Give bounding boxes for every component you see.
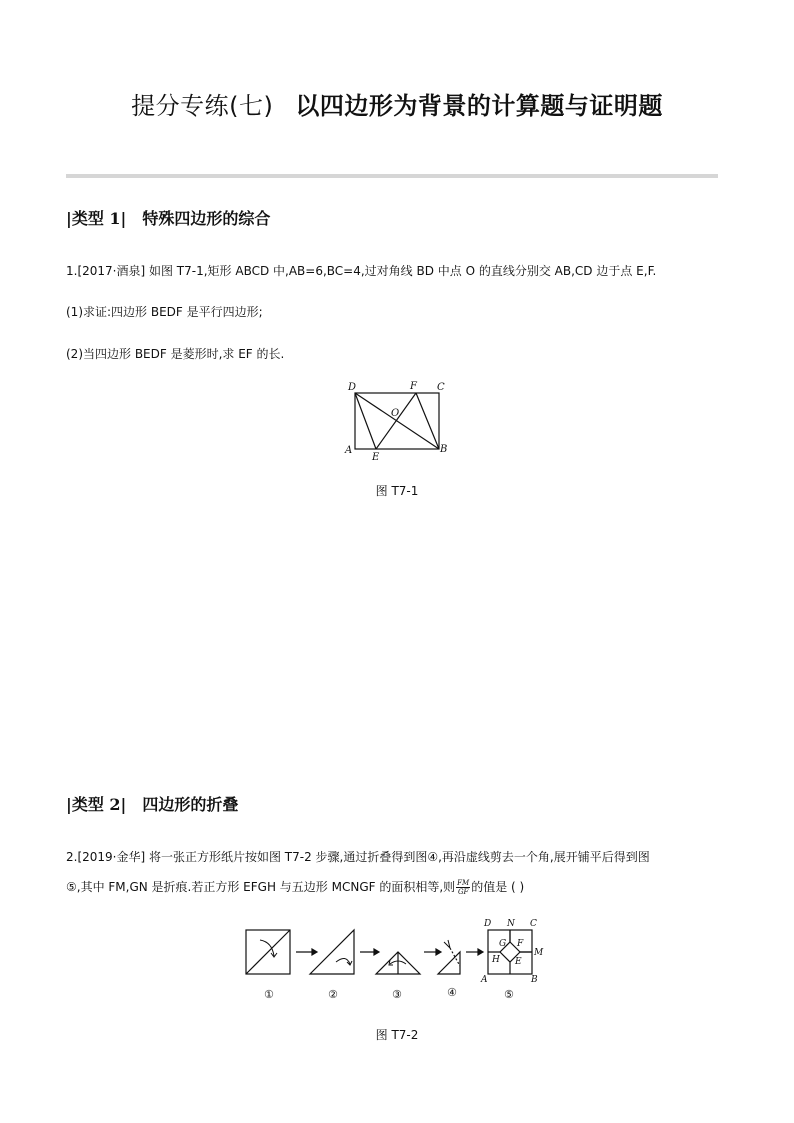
segment-ef [376, 393, 416, 449]
step5-label-a: A [481, 975, 488, 985]
title-main: 以四边形为背景的计算题与证明题 [295, 92, 663, 120]
section-name-2: 四边形的折叠 [142, 795, 239, 814]
figure-t7-2 [236, 912, 566, 1004]
arrow-1-2-head [312, 949, 317, 955]
scissors-icon [444, 940, 450, 948]
step5-label-g: G [499, 939, 507, 949]
step5-label-h: H [492, 955, 500, 965]
arrow-4-5-head [478, 949, 483, 955]
problem2-stem: 2.[2019·金华] 将一张正方形纸片按如图 T7-2 步骤,通过折叠得到图④,再沿虚线剪去一个角,展开铺平后得到图 [66, 850, 650, 864]
step5-label-m: M [534, 948, 544, 958]
problem2-stem-continued [66, 878, 524, 896]
step-label-5: ⑤ [504, 988, 514, 1001]
step5-label-e: E [515, 957, 522, 967]
problem1-stem: 1.[2017·酒泉] 如图 T7-1,矩形 ABCD 中,AB=6,BC=4,过对角线 BD 中点 O 的直线分别交 AB,CD 边于点 E,F. [66, 264, 657, 278]
page-title [0, 86, 794, 121]
step5-label-b: B [531, 975, 538, 985]
step5-label-n: N [507, 919, 515, 929]
title-prefix: 提分专练(七) [131, 92, 274, 120]
step5-label-c: C [530, 919, 537, 929]
problem1-part2: (2)当四边形 BEDF 是菱形时,求 EF 的长. [66, 347, 285, 361]
section-tag-2: |类型 2| [66, 795, 127, 814]
label-c: C [437, 382, 445, 393]
step5-label-f: F [517, 939, 524, 949]
ratio-fraction [456, 879, 470, 896]
problem2-text-after-fraction: 的值是 ( ) [471, 880, 525, 894]
problem2-text-before-fraction: ⑤,其中 FM,GN 是折痕.若正方形 EFGH 与五边形 MCNGF 的面积相等,则 [66, 880, 456, 894]
fraction-numerator: FM [457, 879, 470, 887]
label-f: F [410, 381, 417, 392]
section-heading-2 [66, 792, 238, 815]
label-a: A [345, 445, 353, 456]
arrow-3-4-head [436, 949, 441, 955]
segment-de [355, 393, 376, 449]
figure-t7-2-caption: 图 T7-2 [375, 1028, 419, 1042]
step1-diagonal [246, 930, 290, 974]
step-label-3: ③ [392, 988, 402, 1001]
figure-t7-1-caption: 图 T7-1 [375, 484, 419, 498]
step5-label-d: D [484, 919, 492, 929]
label-b: B [440, 444, 448, 455]
arrow-2-3-head [374, 949, 379, 955]
label-o: O [391, 408, 400, 419]
section-heading-1 [66, 206, 270, 229]
fraction-denominator: GF [457, 888, 469, 896]
label-d: D [348, 382, 357, 393]
step4-triangle [438, 952, 460, 974]
problem1-part1: (1)求证:四边形 BEDF 是平行四边形; [66, 305, 263, 319]
diagonal-bd [355, 393, 439, 449]
label-e: E [372, 452, 380, 463]
segment-fb [416, 393, 439, 449]
step-label-4: ④ [447, 986, 457, 999]
figure-t7-1 [340, 376, 460, 466]
section-tag-1: |类型 1| [66, 209, 127, 228]
section-name-1: 特殊四边形的综合 [142, 209, 271, 228]
step-label-1: ① [264, 988, 274, 1001]
step-label-2: ② [328, 988, 338, 1001]
title-divider [66, 174, 718, 178]
